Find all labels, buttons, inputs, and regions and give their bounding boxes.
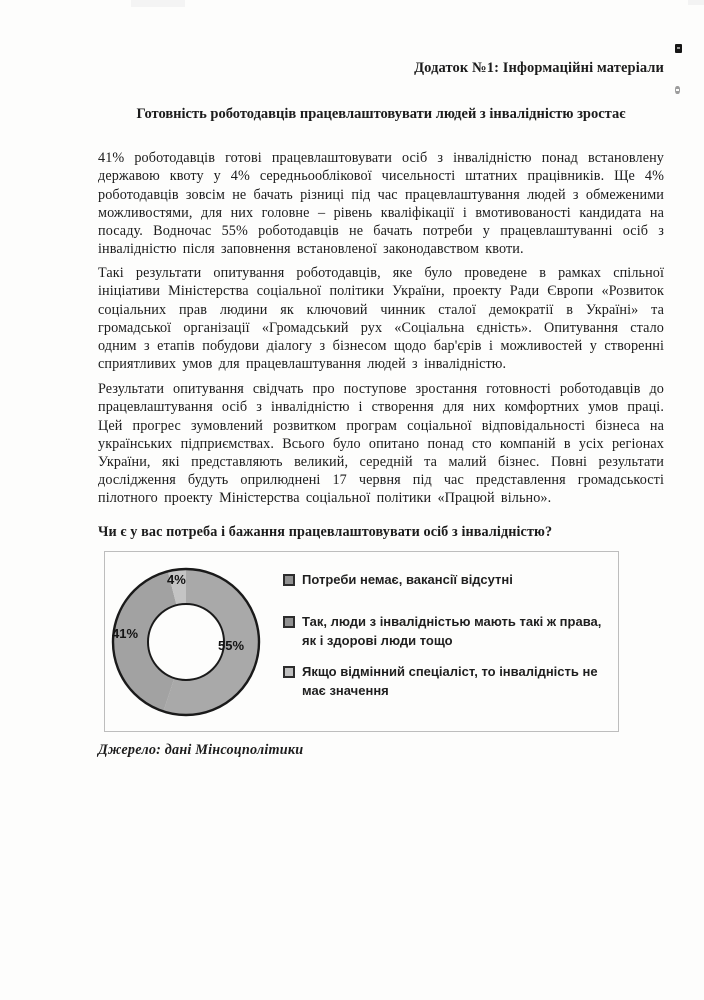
document-header: Додаток №1: Інформаційні матеріали <box>414 60 664 76</box>
slice-label-55: 55% <box>218 638 245 653</box>
legend-item <box>283 662 613 700</box>
scan-artifact <box>688 0 704 5</box>
slice-label-41: 41% <box>112 626 139 641</box>
paragraph-3: Результати опитування свідчать про поступове зростання готовності роботодавців до працевлаштування осіб з інвалідністю і створення для них комфортних умов праці. Цей прогрес зумовлений розвитком програм соціальної відповідальності бізнеса на українських підприємствах. Всього було опитано понад сто компаній в усіх регіонах України, які представляють великий, середній та малий бізнес. Повні результати дослідження будуть оприлюднені 17 червня під час представлення громадськості пілотного проекту Міністерства соціальної політики «Працюй вільно». <box>98 381 664 507</box>
donut-slice <box>113 571 177 711</box>
page-title: Готовність роботодавців працевлаштовувати людей з інвалідністю зростає <box>136 106 626 122</box>
paragraph-1: 41% роботодавців готові працевлаштовувати осіб з інвалідністю понад встановлену державою квоту у 4% середньооблікової чисельності штатних працівників. Ще 4% роботодавців зовсім не бачать різниці під час працевлаштування людей з обмеженими можливостями, для них головне – рівень кваліфікації і вмотивованості кандидата на посаду. Водночас 55% роботодавців не бачать потреби у працевлаштуванні осіб з інвалідністю після заповнення встановленої законодавством квоти. <box>98 150 664 258</box>
chart-question-heading: Чи є у вас потреба і бажання працевлаштовувати осіб з інвалідністю? <box>98 524 553 540</box>
legend-marker-icon <box>283 574 295 586</box>
legend-marker-icon <box>283 616 295 628</box>
legend-label: Якщо відмінний спеціаліст, то інвалідність не має значення <box>302 664 598 698</box>
legend-marker-icon <box>283 666 295 678</box>
source-note: Джерело: дані Мінсоцполітики <box>98 742 304 758</box>
legend-label: Так, люди з інвалідністью мають такі ж права, як і здорові люди тощо <box>302 614 602 648</box>
legend-item <box>283 570 613 589</box>
slice-label-4: 4% <box>167 572 186 587</box>
scan-artifact <box>131 0 185 7</box>
scan-artifact <box>675 86 680 94</box>
donut-chart-frame <box>104 551 619 732</box>
paragraph-2: Такі результати опитування роботодавців, яке було проведене в рамках спільної ініціативи Міністерства соціальної політики України, проекту Ради Європи «Розвиток соціальних прав людини як ключовий чинник сталої демократії в Україні» та громадської організації «Громадський рух «Соціальна єдність». Опитування стало одним з етапів побудови діалогу з бізнесом щодо бар'єрів і можливостей у створенні сприятливих умов для працевлаштування людей з інвалідністю. <box>98 265 664 373</box>
scan-artifact <box>675 44 682 53</box>
legend-label: Потреби немає, вакансії відсутні <box>302 572 513 587</box>
legend-item <box>283 612 613 650</box>
donut-ring-outline <box>148 604 224 680</box>
